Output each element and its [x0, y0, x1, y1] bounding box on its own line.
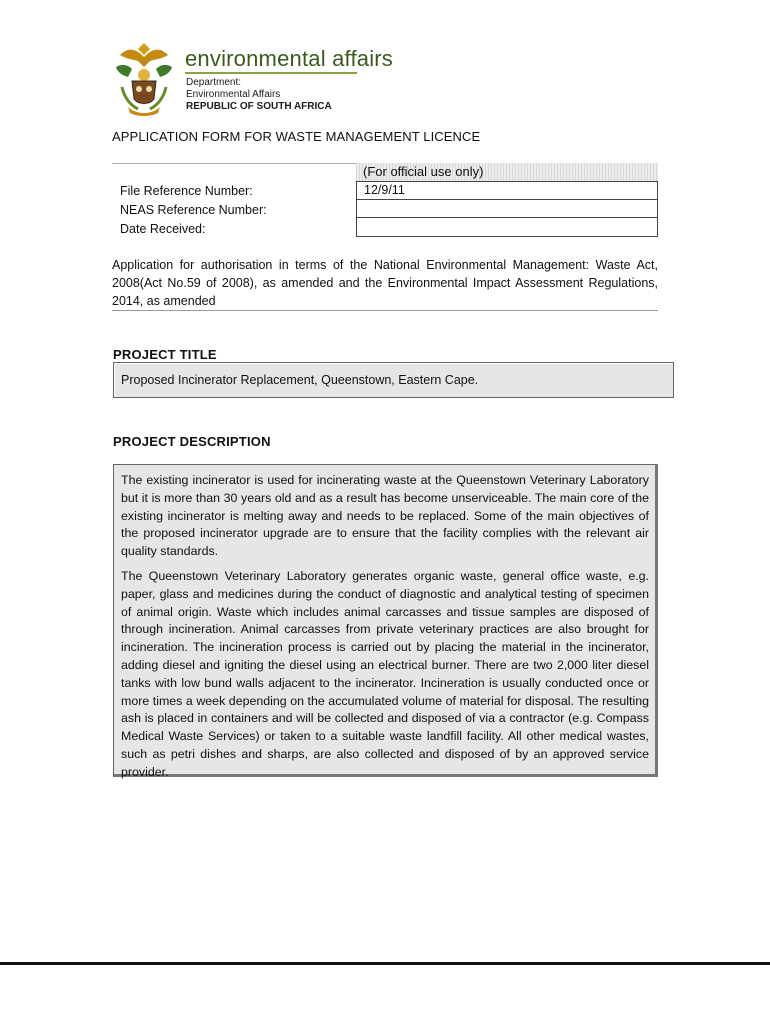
project-description-field[interactable]: [113, 464, 658, 777]
application-divider: [112, 310, 658, 311]
description-paragraph: The existing incinerator is used for incinerating waste at the Queenstown Veterinary Laboratory but it is more than 30 years old and as a result has become unserviceable. The main core of the existing incinerator is melting away and needs to be replaced. Some of the main objectives of the proposed incinerator upgrade are to ensure that the facility complies with the relevant air quality standards.: [121, 473, 649, 559]
country-name: REPUBLIC OF SOUTH AFRICA: [186, 101, 332, 112]
brand-title: environmental affairs: [185, 46, 394, 71]
application-statement: Application for authorisation in terms of the National Environmental Management: Waste Act, 2008(Act No.59 of 2008), as amended and the Environmental Impact Assessment Regulations, 2014, as amended: [112, 258, 658, 308]
neas-reference-label: NEAS Reference Number:: [120, 203, 267, 217]
date-received-field[interactable]: [356, 217, 658, 237]
department-label: Department:: [186, 77, 242, 88]
file-reference-label: File Reference Number:: [120, 184, 253, 198]
footer-divider: [0, 962, 770, 965]
neas-reference-field[interactable]: [356, 199, 658, 218]
project-description-heading: PROJECT DESCRIPTION: [113, 434, 271, 449]
description-paragraph: The Queenstown Veterinary Laboratory generates organic waste, general office waste, e.g. paper, glass and medicines during the conduct of diagnostic and analytical testing of specimen of animal origin. Waste which includes animal carcasses and tissue samples are disposed of through incineration. Animal carcasses from private veterinary practices are also brought for incineration. The incineration process is carried out by placing the material in the incinerator, adding diesel and igniting the diesel using an electrical burner. There are two 2,000 liter diesel tanks with low bund walls adjacent to the incinerator. Incineration is usually conducted once or more times a week depending on the accumulated volume of material for disposal. The resulting ash is placed in containers and will be collected and disposed of via a contractor (e.g. Compass Medical Waste Services) or taken to a suitable waste landfill facility. All other medical wastes, such as petri dishes and sharps, are also collected and disposed of by an approved service provider.: [121, 568, 649, 779]
official-use-header: (For official use only): [356, 163, 658, 181]
date-received-label: Date Received:: [120, 222, 206, 236]
department-name: Environmental Affairs: [186, 89, 281, 100]
coat-of-arms-icon: [112, 37, 176, 117]
form-title: APPLICATION FORM FOR WASTE MANAGEMENT LICENCE: [112, 129, 481, 144]
brand-divider: [185, 72, 357, 74]
project-title-field[interactable]: Proposed Incinerator Replacement, Queenstown, Eastern Cape.: [113, 362, 674, 398]
file-reference-field[interactable]: 12/9/11: [356, 181, 658, 200]
project-title-heading: PROJECT TITLE: [113, 347, 217, 362]
